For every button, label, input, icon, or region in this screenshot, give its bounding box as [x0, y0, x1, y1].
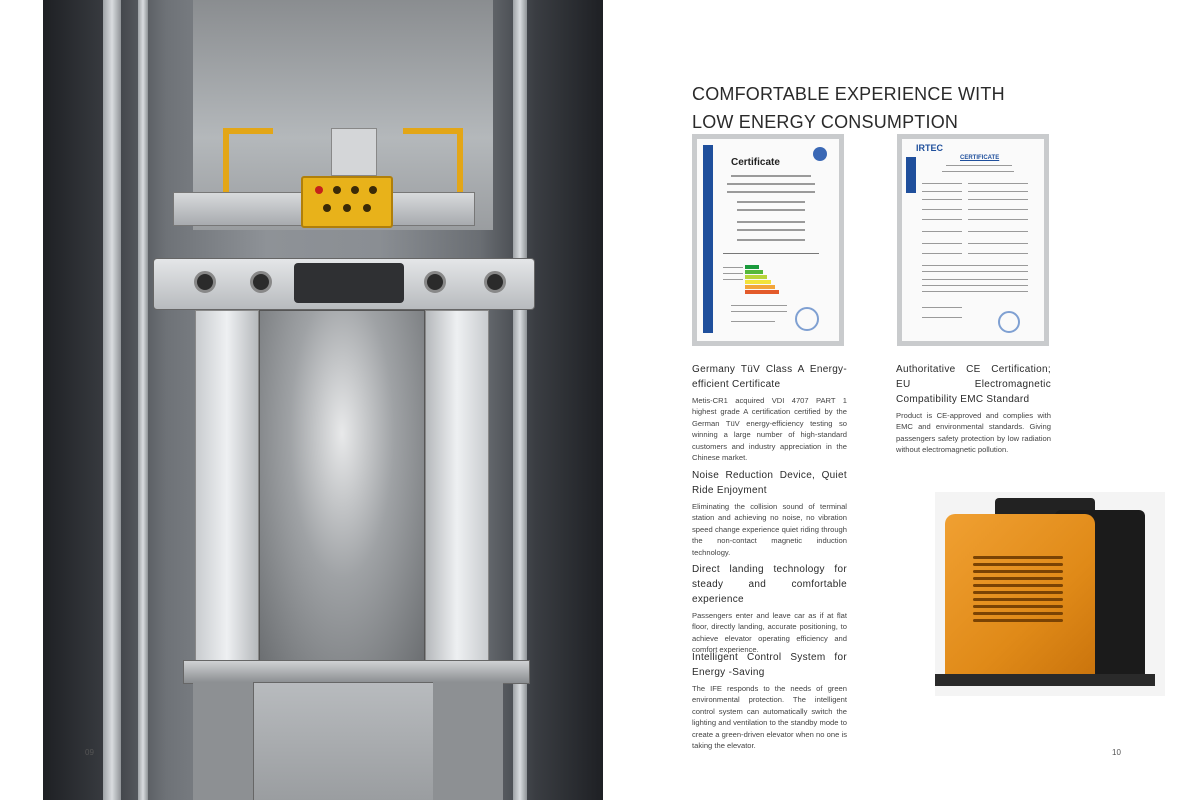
machine-orange-cover — [945, 514, 1095, 682]
certificate-side-strip — [703, 145, 713, 333]
door-drive — [294, 263, 404, 303]
car-apron — [253, 682, 435, 800]
certificate-seal-icon — [998, 311, 1020, 333]
section-body: The IFE responds to the needs of green environmental protection. The intelligent control system can automatically switch the lighting and ventilation to the standby mode to create a green-driven elevator when no one is taking the elevator. — [692, 684, 847, 751]
certificate-paper — [902, 139, 1044, 341]
car-wall-right — [425, 310, 489, 662]
tuv-certificate-image — [692, 134, 844, 346]
machine-base — [935, 674, 1155, 686]
ventilation-slots — [973, 556, 1063, 636]
certificate-title: Certificate — [731, 157, 780, 168]
page-number-right: 10 — [1112, 748, 1121, 757]
page-number-left: 09 — [85, 748, 94, 757]
car-sill — [183, 660, 530, 684]
section-tuv-certificate — [692, 362, 847, 463]
door-header-mechanism — [153, 258, 535, 310]
headline-line-1: COMFORTABLE EXPERIENCE WITH — [692, 84, 1005, 104]
section-body: Passengers enter and leave car as if at flat floor, directly landing, accurate positioning, to achieve elevator operating efficiency and comfort experience. — [692, 611, 847, 655]
section-direct-landing — [692, 562, 847, 656]
section-title: Direct landing technology for steady and comfortable experience — [692, 564, 847, 605]
ce-certificate-image — [897, 134, 1049, 346]
roller-icon — [424, 271, 446, 293]
certificate-paper — [697, 139, 839, 341]
car-wall-left — [195, 310, 259, 662]
certificate-title: CERTIFICATE — [960, 155, 1000, 161]
irtec-brand: IRTEC — [916, 143, 943, 153]
roller-icon — [484, 271, 506, 293]
section-ce-certification — [896, 362, 1051, 456]
page-headline — [692, 80, 1112, 136]
car-interior — [259, 310, 425, 662]
section-intelligent-control — [692, 650, 847, 751]
section-title: Noise Reduction Device, Quiet Ride Enjoyment — [692, 470, 847, 496]
roller-icon — [250, 271, 272, 293]
section-body: Eliminating the collision sound of terminal station and achieving no noise, no vibration speed change experience quiet riding through the non-contact magnetic induction technology. — [692, 502, 847, 557]
car-bottom-left — [193, 682, 253, 800]
section-title: Germany TüV Class A Energy-efficient Certificate — [692, 364, 847, 390]
section-title: Intelligent Control System for Energy -Saving — [692, 652, 847, 678]
inspection-control-box — [301, 176, 393, 228]
traction-machine-photo — [935, 492, 1165, 696]
certificate-seal-icon — [795, 307, 819, 331]
section-title: Authoritative CE Certification; EU Electromagnetic Compatibility EMC Standard — [896, 364, 1051, 405]
section-body: Metis-CR1 acquired VDI 4707 PART 1 highest grade A certification certified by the German TüV energy-efficiency testing so winning a large number of high-standard customers and industry appreciation in the Chinese market. — [692, 396, 847, 463]
section-body: Product is CE-approved and complies with EMC and environmental standards. Giving passengers safety protection by low radiation without electromagnetic pollution. — [896, 411, 1051, 455]
energy-rating-bars — [745, 265, 785, 297]
betra-vertical-logo-icon — [906, 157, 916, 193]
guide-rail-left-inner — [138, 0, 148, 800]
headline-line-2: LOW ENERGY CONSUMPTION — [692, 112, 959, 132]
elevator-photo — [43, 0, 603, 800]
section-noise-reduction — [692, 468, 847, 558]
car-bottom-right — [433, 682, 503, 800]
door-operator-box — [331, 128, 377, 176]
roller-icon — [194, 271, 216, 293]
tuv-logo-icon — [813, 147, 827, 161]
guide-rail-left — [103, 0, 121, 800]
